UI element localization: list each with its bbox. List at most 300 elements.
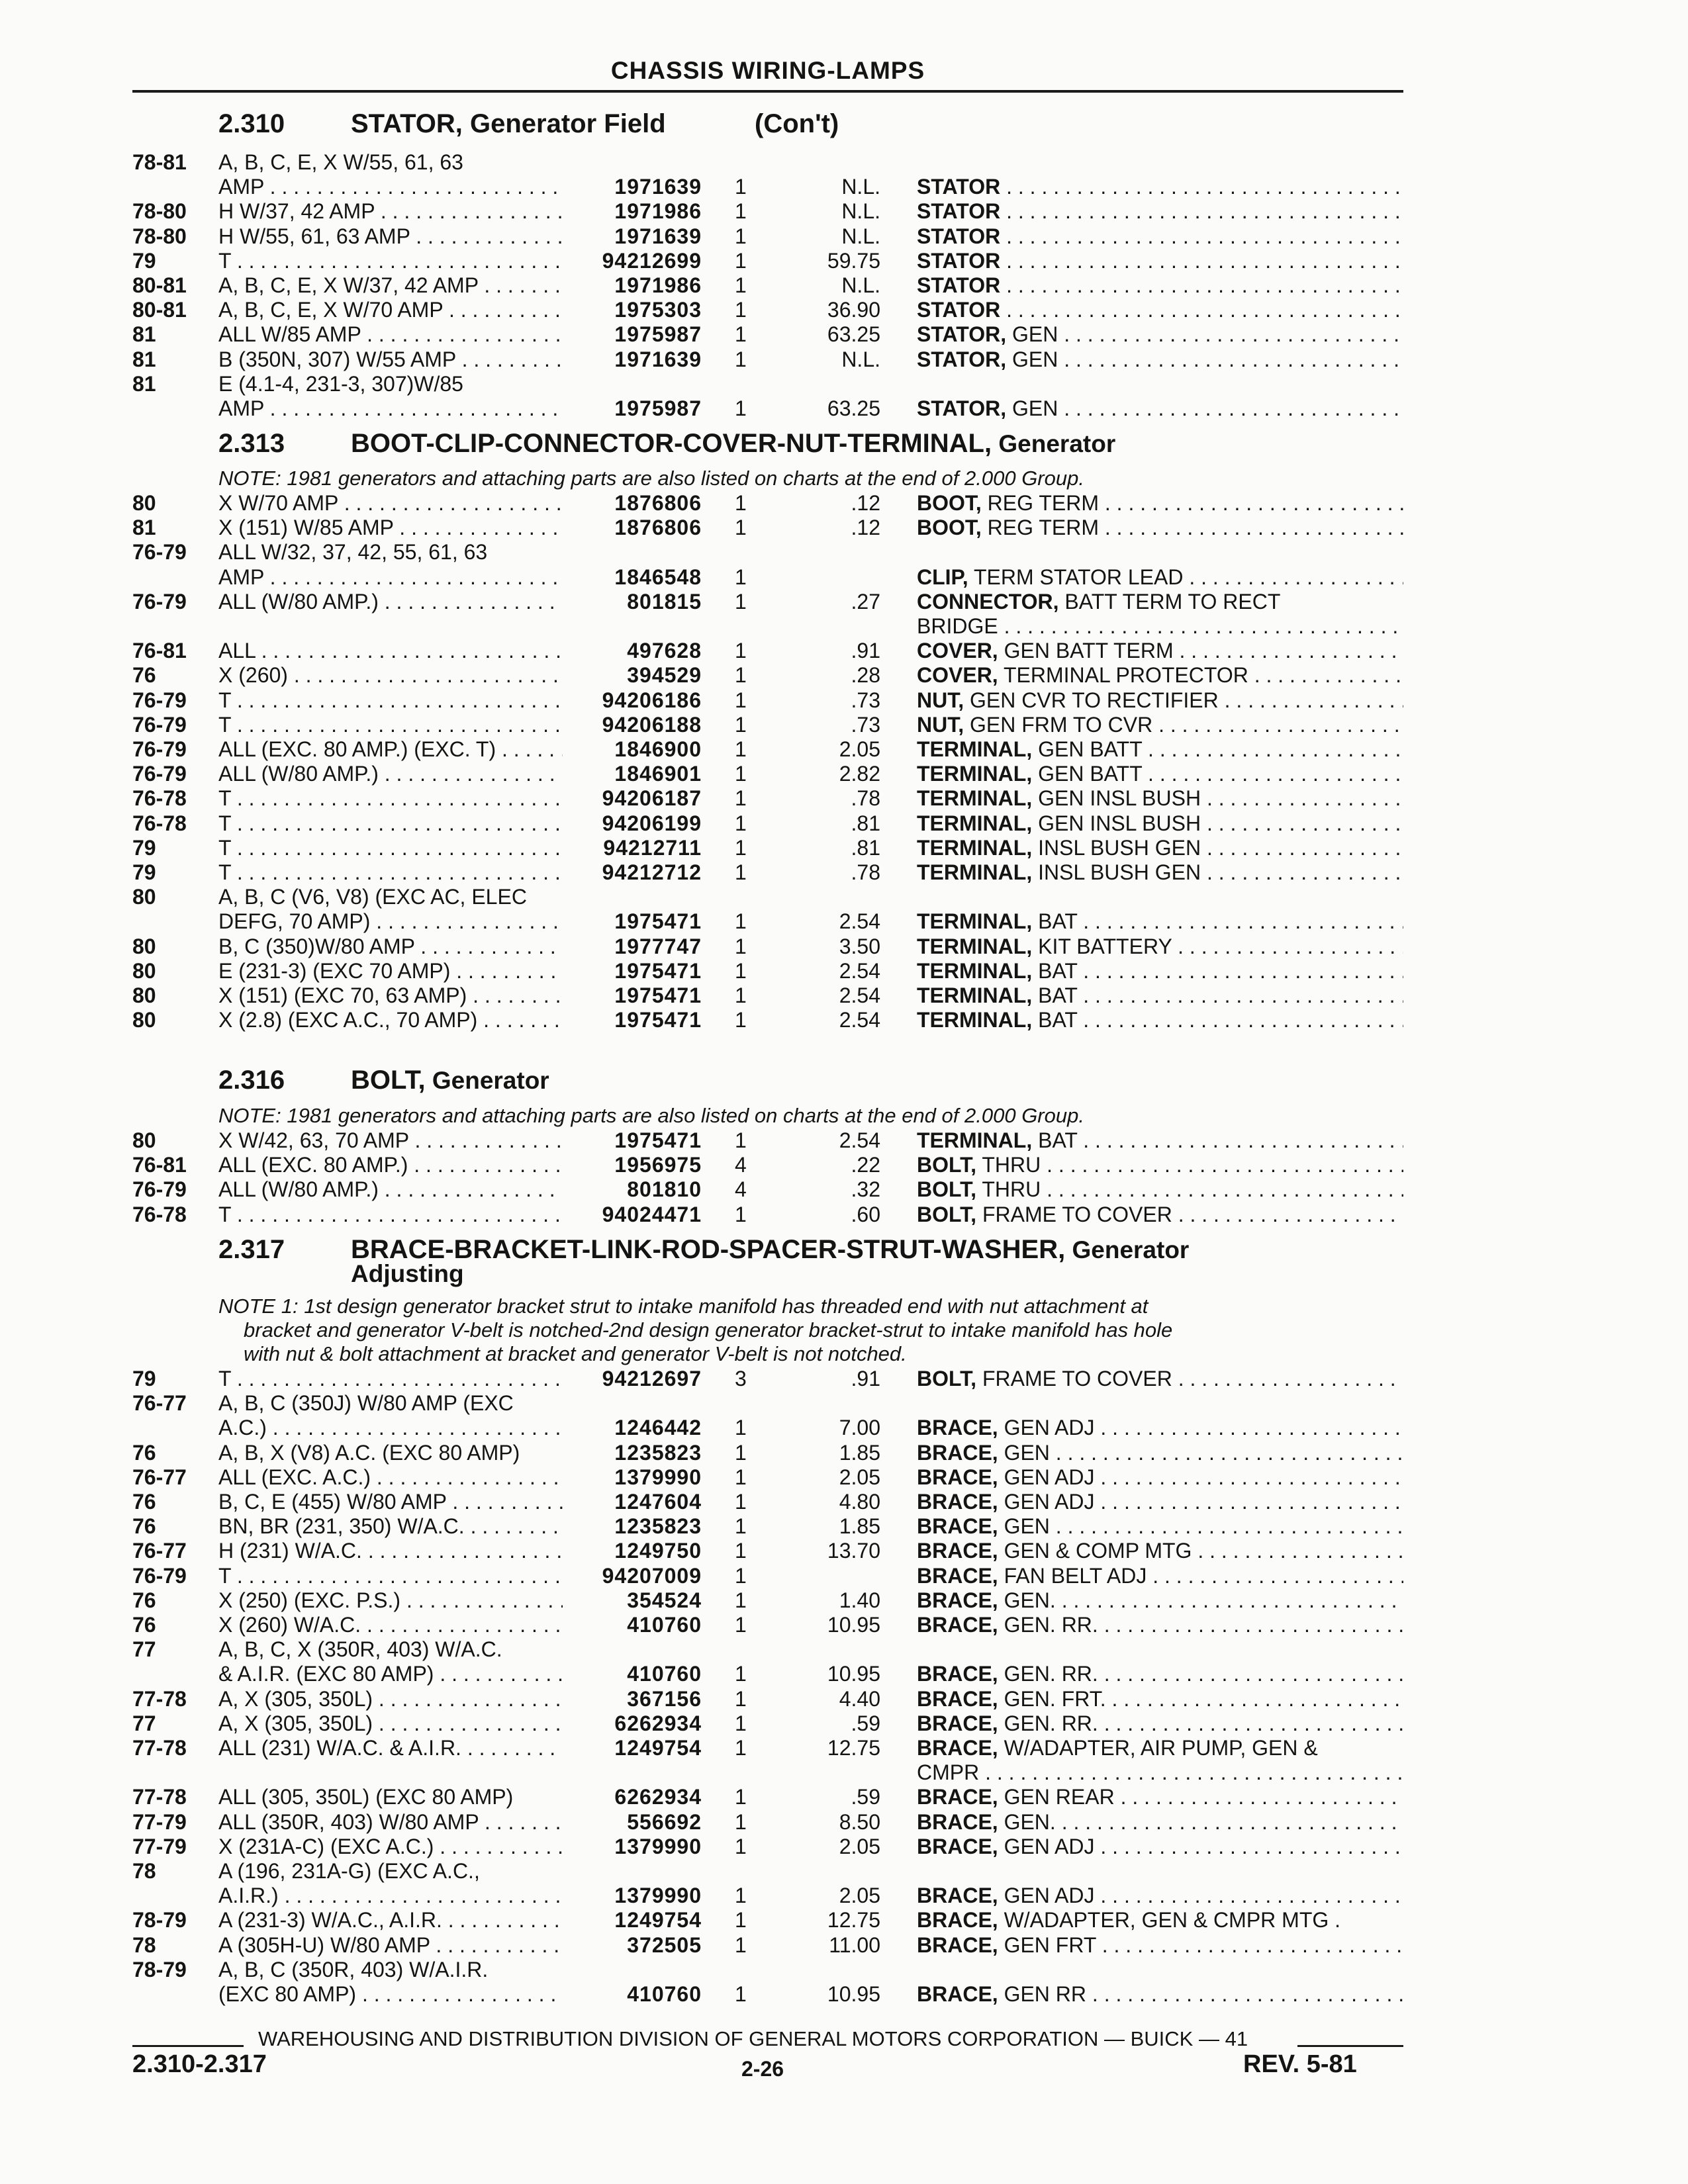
part-name-modifier: GEN. — [998, 1588, 1056, 1612]
table-row — [0, 248, 1688, 273]
part-name-noun: BRACE, — [917, 1588, 998, 1612]
part-name — [917, 1514, 1403, 1539]
part-name-modifier: INSL BUSH GEN — [1032, 860, 1201, 884]
table-row — [0, 565, 1688, 590]
section-title — [351, 1066, 549, 1095]
application-description: E (4.1-4, 231-3, 307)W/85 — [218, 371, 463, 396]
part-name — [917, 1465, 1403, 1490]
part-name-modifier: REG TERM — [981, 516, 1099, 540]
part-number: 410760 — [627, 1613, 702, 1637]
model-years: 77-79 — [132, 1809, 187, 1834]
application-description: A, B, C, E, X W/37, 42 AMP . . . — [218, 273, 563, 298]
model-years: 78-80 — [132, 199, 187, 224]
part-name-noun: BRACE, — [917, 1416, 998, 1440]
part-name — [917, 983, 1403, 1008]
part-name-noun: TERMINAL, — [917, 909, 1033, 934]
part-name-noun: BRACE, — [917, 1539, 998, 1563]
quantity: 1 — [735, 860, 747, 884]
application-description: ALL (231) W/A.C. & A.I.R. . . . — [218, 1735, 563, 1760]
part-name-modifier: BAT — [1032, 909, 1078, 934]
part-name-noun: STATOR — [917, 224, 1001, 248]
model-years: 80 — [132, 934, 156, 958]
application-description: ALL W/32, 37, 42, 55, 61, 63 — [218, 540, 488, 565]
application-description: ALL (305, 350L) (EXC 80 AMP) — [218, 1785, 514, 1809]
quantity: 1 — [735, 1539, 747, 1563]
quantity: 1 — [735, 298, 747, 322]
part-number: 1247604 — [614, 1490, 702, 1514]
part-name — [917, 1760, 1403, 1785]
quantity: 1 — [735, 1440, 747, 1465]
part-number: 394529 — [627, 663, 702, 688]
part-name-noun: STATOR — [917, 273, 1001, 297]
price: 1.40 — [839, 1588, 880, 1612]
price: 2.82 — [839, 762, 880, 786]
section-title — [351, 1235, 1189, 1265]
quantity: 1 — [735, 958, 747, 983]
part-name-noun: BRACE, — [917, 1440, 998, 1465]
price: .28 — [851, 663, 880, 688]
part-name-noun: TERMINAL, — [917, 786, 1033, 811]
part-number: 94024471 — [602, 1202, 702, 1226]
section-title-main: BRACE-BRACKET-LINK-ROD-SPACER-STRUT-WASHER, — [351, 1235, 1066, 1264]
quantity: 1 — [735, 175, 747, 199]
part-name — [917, 909, 1403, 934]
header-rule — [132, 90, 1403, 93]
part-name — [917, 614, 1403, 639]
part-name — [917, 761, 1403, 786]
quantity: 4 — [735, 1153, 747, 1177]
part-number: 1846901 — [614, 762, 702, 786]
part-name-modifier: W/ADAPTER, AIR PUMP, GEN & — [998, 1736, 1318, 1760]
part-name-noun: STATOR — [917, 298, 1001, 322]
part-number: 1971986 — [614, 273, 702, 297]
part-name — [917, 638, 1403, 663]
model-years: 79 — [132, 860, 156, 884]
quantity: 1 — [735, 1982, 747, 2006]
application-description: A, X (305, 350L) . . . — [218, 1711, 563, 1736]
table-row — [0, 1415, 1688, 1440]
part-name — [917, 712, 1403, 737]
part-name-modifier: BAT — [1032, 983, 1078, 1007]
part-name-noun: STATOR, — [917, 347, 1007, 371]
part-name-noun: TERMINAL, — [917, 737, 1033, 761]
section-note: NOTE: 1981 generators and attaching parts are also listed on charts at the end of 2.000 Group. — [218, 467, 1084, 490]
part-number: 1876806 — [614, 491, 702, 515]
table-row-continued — [0, 1858, 1688, 1884]
part-name-noun: NUT, — [917, 712, 964, 737]
part-number: 1249750 — [614, 1539, 702, 1563]
part-name — [917, 1588, 1403, 1613]
table-row — [0, 1907, 1688, 1933]
application-description: H W/37, 42 AMP . . . — [218, 199, 563, 224]
model-years: 80 — [132, 1128, 156, 1152]
part-name — [917, 322, 1403, 347]
table-row — [0, 174, 1688, 199]
table-row — [0, 1612, 1688, 1637]
part-name-noun: BRACE, — [917, 1908, 998, 1933]
part-name — [917, 934, 1403, 959]
section-title-extra: (Con't) — [755, 109, 839, 138]
table-row — [0, 1128, 1688, 1153]
model-years: 76 — [132, 1613, 156, 1637]
application-description: A, B, C, E, X W/55, 61, 63 — [218, 150, 463, 174]
table-row — [0, 1760, 1688, 1785]
part-name — [917, 1933, 1403, 1958]
application-description: A (231-3) W/A.C., A.I.R. . . . — [218, 1907, 563, 1933]
price: 10.95 — [827, 1982, 880, 2006]
application-description: A, B, C (350J) W/80 AMP (EXC — [218, 1391, 514, 1416]
table-row — [0, 297, 1688, 322]
part-name — [917, 1007, 1403, 1032]
footer-section-range: 2.310-2.317 — [132, 2050, 267, 2078]
model-years: 76-78 — [132, 1202, 187, 1226]
table-row — [0, 1202, 1688, 1227]
model-years: 76-79 — [132, 762, 187, 786]
application-description: T . . . — [218, 1202, 563, 1227]
model-years: 78 — [132, 1859, 156, 1883]
application-description: T . . . — [218, 860, 563, 885]
part-name-noun: BOLT, — [917, 1202, 977, 1226]
price: .81 — [851, 835, 880, 860]
quantity: 1 — [735, 199, 747, 224]
model-years: 76-77 — [132, 1465, 187, 1489]
quantity: 1 — [735, 934, 747, 958]
part-number: 94212711 — [603, 835, 702, 860]
footer-text: WAREHOUSING AND DISTRIBUTION DIVISION OF GENERAL MOTORS CORPORATION — BUICK — 41 — [258, 2027, 1248, 2050]
quantity: 1 — [735, 1563, 747, 1588]
part-name — [917, 1711, 1403, 1736]
table-row — [0, 909, 1688, 934]
part-name-modifier: THRU — [976, 1177, 1041, 1202]
model-years: 76 — [132, 1588, 156, 1612]
model-years: 77 — [132, 1711, 156, 1735]
part-name — [917, 1538, 1403, 1563]
part-name — [917, 1563, 1403, 1588]
part-name — [917, 688, 1403, 713]
part-number: 1379990 — [614, 1834, 702, 1858]
price: 2.54 — [839, 1008, 880, 1032]
part-name — [917, 248, 1403, 273]
model-years: 76-78 — [132, 786, 187, 811]
part-name-noun: COVER, — [917, 639, 998, 663]
model-years: 78-79 — [132, 1908, 187, 1933]
price: .60 — [851, 1202, 880, 1226]
model-years: 76-79 — [132, 1563, 187, 1588]
price: .91 — [851, 1367, 880, 1390]
part-name-modifier: GEN CVR TO RECTIFIER — [964, 688, 1219, 712]
part-name-noun: CONNECTOR, — [917, 589, 1059, 614]
quantity: 1 — [735, 491, 747, 515]
part-number: 1977747 — [614, 934, 702, 958]
part-name-modifier: GEN REAR — [998, 1785, 1115, 1809]
part-name-noun: CLIP, — [917, 565, 968, 589]
application-description: (EXC 80 AMP) . . . — [218, 1981, 563, 2007]
section-note: NOTE 1: 1st design generator bracket strut to intake manifold has threaded end with nut attachment at — [218, 1295, 1149, 1318]
application-description: AMP . . . — [218, 396, 563, 421]
part-number: 1975471 — [614, 909, 702, 934]
application-description: DEFG, 70 AMP) . . . — [218, 909, 563, 934]
table-row — [0, 688, 1688, 713]
application-description: B (350N, 307) W/55 AMP . . . — [218, 347, 563, 372]
part-name-noun: STATOR — [917, 199, 1001, 224]
price: .59 — [851, 1785, 880, 1809]
part-name — [917, 835, 1403, 860]
application-description: ALL (EXC. A.C.) . . . — [218, 1465, 563, 1490]
quantity: 1 — [735, 1128, 747, 1152]
quantity: 1 — [735, 688, 747, 712]
part-name-modifier: BATT TERM TO RECT — [1058, 589, 1281, 614]
table-row — [0, 1514, 1688, 1539]
price: 8.50 — [839, 1809, 880, 1834]
table-row — [0, 1440, 1688, 1465]
part-name-noun: TERMINAL, — [917, 983, 1033, 1007]
model-years: 76-79 — [132, 589, 187, 614]
part-name-modifier: GEN FRT — [998, 1933, 1096, 1957]
application-description: T . . . — [218, 1563, 563, 1588]
part-name — [917, 297, 1403, 322]
part-name-modifier: GEN — [1006, 396, 1058, 420]
price: 1.85 — [839, 1514, 880, 1539]
section-title-tail: Generator — [1065, 1236, 1190, 1263]
model-years: 78-79 — [132, 1957, 187, 1981]
model-years: 81 — [132, 347, 156, 371]
application-description: T . . . — [218, 811, 563, 836]
part-name-noun: BRACE, — [917, 1933, 998, 1957]
part-number: 1971986 — [614, 199, 702, 224]
quantity: 1 — [735, 1884, 747, 1908]
part-name-modifier: BAT — [1032, 958, 1078, 983]
quantity: 1 — [735, 565, 747, 589]
part-number: 1956975 — [614, 1153, 702, 1177]
footer-page-number: 2-26 — [741, 2057, 784, 2081]
part-name-noun: TERMINAL, — [917, 934, 1033, 958]
application-description: X W/42, 63, 70 AMP . . . — [218, 1128, 563, 1153]
table-row — [0, 712, 1688, 737]
part-name-modifier: GEN BATT TERM — [998, 639, 1174, 663]
table-row — [0, 1177, 1688, 1202]
footer-rule-left — [132, 2045, 244, 2047]
application-description: AMP . . . — [218, 565, 563, 590]
table-row — [0, 273, 1688, 298]
price: N.L. — [841, 224, 880, 248]
quantity: 3 — [735, 1367, 747, 1390]
part-number: 1249754 — [614, 1736, 702, 1760]
part-name-noun: BOOT, — [917, 491, 982, 515]
quantity: 1 — [735, 347, 747, 371]
price: 4.80 — [839, 1490, 880, 1514]
price: 10.95 — [827, 1613, 880, 1637]
part-number: 1846900 — [614, 737, 702, 761]
model-years: 76-79 — [132, 1177, 187, 1202]
quantity: 1 — [735, 248, 747, 273]
quantity: 1 — [735, 762, 747, 786]
table-row — [0, 1809, 1688, 1835]
part-name-modifier: GEN BATT — [1032, 737, 1143, 761]
part-name-modifier: BAT — [1032, 1008, 1078, 1032]
price: 1.85 — [839, 1440, 880, 1465]
part-name-noun: BRACE, — [917, 1736, 998, 1760]
model-years: 78-80 — [132, 224, 187, 248]
part-name-noun: BRACE, — [917, 1686, 998, 1711]
part-name — [917, 1686, 1403, 1711]
part-number: 354524 — [627, 1588, 702, 1612]
price: 12.75 — [827, 1908, 880, 1933]
table-row-continued — [0, 1390, 1688, 1416]
part-name — [917, 1809, 1403, 1835]
part-name-modifier: GEN RR — [998, 1982, 1087, 2006]
table-row — [0, 1735, 1688, 1760]
part-number: 801810 — [627, 1177, 702, 1202]
application-description: B, C (350)W/80 AMP . . . — [218, 934, 563, 959]
model-years: 81 — [132, 516, 156, 540]
section-title-line2-text: Adjusting — [351, 1260, 464, 1287]
model-years: 76-77 — [132, 1391, 187, 1416]
part-number: 94206199 — [602, 811, 702, 835]
application-description: ALL . . . — [218, 638, 563, 663]
model-years: 79 — [132, 1367, 156, 1390]
price: N.L. — [841, 199, 880, 224]
table-row — [0, 786, 1688, 811]
price: 2.05 — [839, 1884, 880, 1908]
table-row — [0, 1563, 1688, 1588]
price: 2.54 — [839, 983, 880, 1007]
application-description: A, B, X (V8) A.C. (EXC 80 AMP) — [218, 1440, 520, 1465]
part-name-modifier: GEN & COMP MTG — [998, 1539, 1192, 1563]
part-number: 410760 — [627, 1982, 702, 2006]
part-number: 1971639 — [614, 224, 702, 248]
table-row — [0, 490, 1688, 516]
quantity: 1 — [735, 1008, 747, 1032]
part-name — [917, 490, 1403, 516]
price: 59.75 — [827, 248, 880, 273]
table-row — [0, 934, 1688, 959]
part-number: 410760 — [627, 1662, 702, 1686]
table-row — [0, 515, 1688, 540]
part-number: 1379990 — [614, 1465, 702, 1489]
application-description: & A.I.R. (EXC 80 AMP) . . . — [218, 1661, 563, 1686]
application-description: X (2.8) (EXC A.C., 70 AMP) . . . — [218, 1007, 563, 1032]
table-row — [0, 1538, 1688, 1563]
part-name-modifier: GEN BATT — [1032, 762, 1143, 786]
price: 2.54 — [839, 909, 880, 934]
part-name-modifier: GEN. FRT. — [998, 1686, 1106, 1711]
application-description: T . . . — [218, 688, 563, 713]
part-name-noun: STATOR — [917, 175, 1001, 199]
price: 4.40 — [839, 1686, 880, 1711]
part-name-noun: TERMINAL, — [917, 860, 1033, 884]
model-years: 77-78 — [132, 1785, 187, 1809]
part-name-noun: BRACE, — [917, 1613, 998, 1637]
part-name — [917, 396, 1403, 421]
section-note: NOTE: 1981 generators and attaching parts are also listed on charts at the end of 2.000 Group. — [218, 1104, 1084, 1127]
footer-rule-right — [1297, 2045, 1403, 2047]
model-years: 79 — [132, 248, 156, 273]
part-name — [917, 174, 1403, 199]
part-number: 6262934 — [614, 1711, 702, 1735]
model-years: 76-79 — [132, 688, 187, 712]
section-title — [351, 109, 666, 139]
part-name — [917, 1489, 1403, 1514]
section-title — [351, 429, 1115, 459]
application-description: ALL W/85 AMP . . . — [218, 322, 563, 347]
section-title-tail: Generator — [992, 430, 1116, 457]
table-row — [0, 1588, 1688, 1613]
model-years: 80 — [132, 491, 156, 515]
table-row — [0, 811, 1688, 836]
application-description: X (231A-C) (EXC A.C.) . . . — [218, 1834, 563, 1859]
part-name — [917, 1907, 1403, 1933]
part-name — [917, 1883, 1403, 1908]
price: .73 — [851, 688, 880, 712]
part-name-noun: BOLT, — [917, 1177, 977, 1202]
part-number: 1975987 — [614, 396, 702, 420]
part-name-modifier: GEN. RR. — [998, 1613, 1098, 1637]
price: .32 — [851, 1177, 880, 1202]
table-row-continued — [0, 150, 1688, 175]
part-number: 94212697 — [602, 1367, 702, 1390]
quantity: 1 — [735, 516, 747, 540]
part-name — [917, 347, 1403, 372]
quantity: 1 — [735, 1416, 747, 1440]
table-row — [0, 322, 1688, 347]
quantity: 1 — [735, 1613, 747, 1637]
part-name-modifier: GEN — [998, 1440, 1050, 1465]
part-name-noun: BRACE, — [917, 1884, 998, 1908]
price: 2.05 — [839, 737, 880, 761]
part-name — [917, 1784, 1403, 1809]
part-name-modifier: GEN. RR. — [998, 1711, 1098, 1735]
part-name-noun: BRACE, — [917, 1563, 998, 1588]
part-name — [917, 786, 1403, 811]
table-row — [0, 1489, 1688, 1514]
quantity: 1 — [735, 589, 747, 614]
part-name-noun: TERMINAL, — [917, 811, 1033, 835]
part-name-modifier: FAN BELT ADJ — [998, 1563, 1147, 1588]
price: 3.50 — [839, 934, 880, 958]
part-name-modifier: W/ADAPTER, GEN & CMPR MTG . — [998, 1908, 1341, 1933]
price: N.L. — [841, 273, 880, 297]
model-years: 80 — [132, 1008, 156, 1032]
quantity: 1 — [735, 1662, 747, 1686]
part-name — [917, 1735, 1403, 1760]
section-title-main: STATOR, Generator Field — [351, 109, 666, 138]
table-row-continued — [0, 371, 1688, 396]
part-name — [917, 224, 1403, 249]
price: 13.70 — [827, 1539, 880, 1563]
price: 11.00 — [829, 1933, 880, 1957]
model-years: 78-81 — [132, 150, 187, 174]
model-years: 80 — [132, 983, 156, 1007]
model-years: 80 — [132, 958, 156, 983]
part-number: 497628 — [627, 639, 702, 663]
quantity: 1 — [735, 663, 747, 688]
part-name-noun: BRACE, — [917, 1490, 998, 1514]
table-row — [0, 1686, 1688, 1711]
quantity: 1 — [735, 737, 747, 761]
section-number: 2.310 — [218, 109, 285, 138]
table-row-continued — [0, 884, 1688, 909]
table-row — [0, 1784, 1688, 1809]
quantity: 1 — [735, 712, 747, 737]
application-description: T . . . — [218, 786, 563, 811]
part-name-modifier: GEN — [1006, 322, 1058, 347]
table-row-continued — [0, 1957, 1688, 1982]
application-description: BN, BR (231, 350) W/A.C. . . . — [218, 1514, 563, 1539]
part-number: 1975471 — [614, 983, 702, 1007]
model-years: 78 — [132, 1933, 156, 1957]
quantity: 1 — [735, 1834, 747, 1858]
model-years: 76-79 — [132, 712, 187, 737]
